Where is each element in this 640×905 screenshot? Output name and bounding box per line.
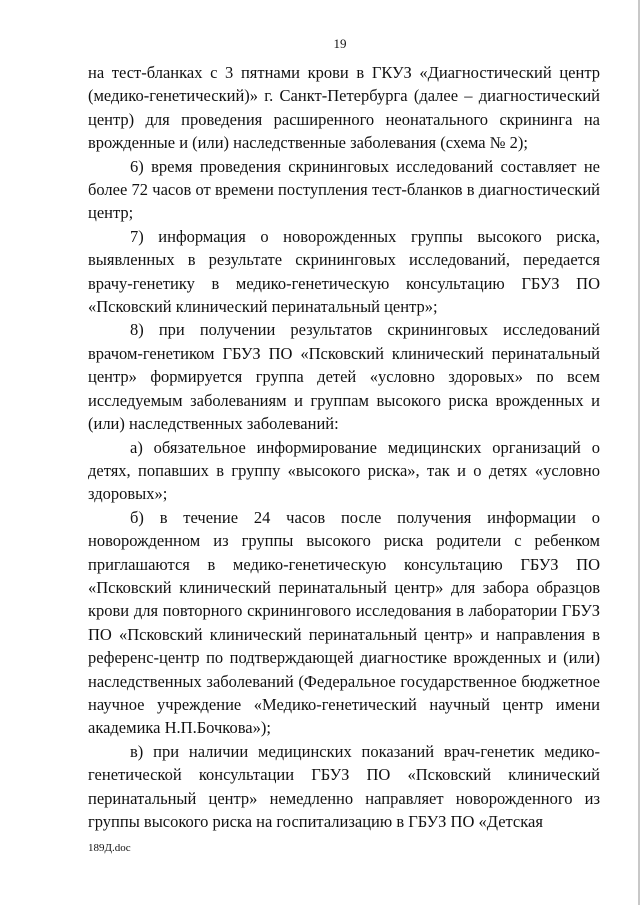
paragraph-subitem-b: б) в течение 24 часов после получения информации о новорожденном из группы высокого риска родители с ребенком приглашаются в медико-генетическую консультацию ГБУЗ ПО «Псковский клинический перинатальный центр» для забора образцов крови для повторного скринингового исследования в лаборатории ГБУЗ ПО «Псковский клинический перинатальный центр» и направления в референс-центр по подтверждающей диагностике врожденных и (или) наследственных заболеваний (Федеральное государственное бюджетное научное учреждение «Медико-генетический научный центр имени академика Н.П.Бочкова»);: [88, 507, 600, 738]
paragraph-subitem-a: а) обязательное информирование медицинских организаций о детях, попавших в группу «высокого риска», так и о детях «условно здоровых»;: [88, 437, 600, 504]
paragraph-continuation: на тест-бланках с 3 пятнами крови в ГКУЗ «Диагностический центр (медико-генетический)» г. Санкт-Петербурга (далее – диагностический центр) для проведения расширенного неонатального скрининга на врожденные и (или) наследственные заболевания (схема № 2);: [88, 63, 600, 153]
document-body: [88, 61, 600, 833]
footer-filename: 189Д.doc: [88, 842, 131, 854]
paragraph-item-6: 6) время проведения скрининговых исследований составляет не более 72 часов от времени поступления тест-бланков в диагностический центр;: [88, 156, 600, 223]
paragraph-subitem-v: в) при наличии медицинских показаний врач-генетик медико-генетической консультации ГБУЗ ПО «Псковский клинический перинатальный центр» немедленно направляет новорожденного из группы высокого риска на госпитализацию в ГБУЗ ПО «Детская: [88, 741, 600, 831]
paragraph-item-7: 7) информация о новорожденных группы высокого риска, выявленных в результате скрининговых исследований, передается врачу-генетику в медико-генетическую консультацию ГБУЗ ПО «Псковский клинический перинатальный центр»;: [88, 226, 600, 317]
paragraph-item-8: 8) при получении результатов скрининговых исследований врачом-генетиком ГБУЗ ПО «Псковский клинический перинатальный центр» формируется группа детей «условно здоровых» по всем исследуемым заболеваниям и группам высокого риска врожденных и (или) наследственных заболеваний:: [88, 320, 600, 434]
page-number: 19: [333, 36, 347, 51]
